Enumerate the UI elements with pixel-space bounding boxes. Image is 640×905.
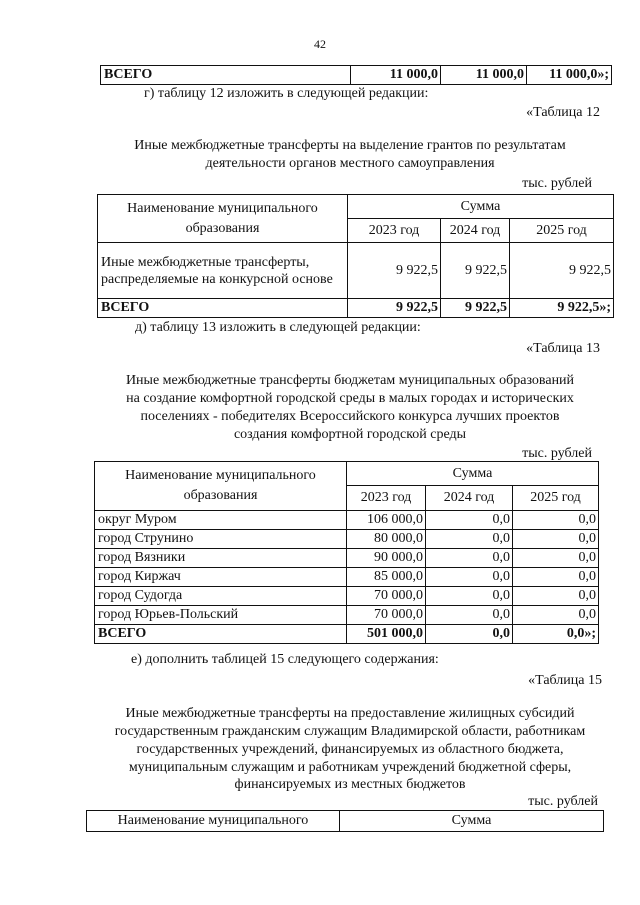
- table-15-units: тыс. рублей: [528, 794, 598, 809]
- table-13-title-1: Иные межбюджетные трансферты бюджетам муниципальных образований: [125, 373, 575, 388]
- row-2025: 9 922,5: [510, 243, 614, 299]
- total-2025: 9 922,5»;: [510, 299, 614, 318]
- row-2024: 0,0: [426, 568, 513, 587]
- header-2023: 2023 год: [348, 219, 441, 243]
- row-2025: 0,0: [513, 587, 599, 606]
- total-name: ВСЕГО: [95, 625, 347, 644]
- total-2023: 9 922,5: [348, 299, 441, 318]
- table-13-title-3: поселениях - победителях Всероссийского конкурса лучших проектов: [140, 409, 560, 424]
- table-row: [95, 530, 599, 549]
- row-name: город Струнино: [95, 530, 347, 549]
- header-name: Наименование муниципального: [87, 811, 340, 832]
- header-sum: Сумма: [347, 462, 599, 486]
- instruction-d: д) таблицу 13 изложить в следующей редакции:: [135, 320, 421, 335]
- row-name: город Юрьев-Польский: [95, 606, 347, 625]
- table-15-title-2: государственным гражданским служащим Владимирской области, работникам: [114, 724, 586, 739]
- table-row: [95, 549, 599, 568]
- table-11-total: [100, 65, 612, 85]
- table-13-title-4: создания комфортной городской среды: [233, 427, 467, 442]
- table-12: [97, 194, 614, 318]
- table-12-units: тыс. рублей: [522, 176, 592, 191]
- row-name: город Судогда: [95, 587, 347, 606]
- row-2024: 0,0: [426, 530, 513, 549]
- table-15-title-3: государственных учреждений, финансируемых из областного бюджета,: [136, 742, 564, 757]
- row-2023: 9 922,5: [348, 243, 441, 299]
- table-13: [94, 461, 599, 644]
- row-2023: 106 000,0: [347, 511, 426, 530]
- total-2025: 0,0»;: [513, 625, 599, 644]
- table-row: [95, 587, 599, 606]
- table-15-title-5: финансируемых из местных бюджетов: [234, 777, 466, 792]
- table-15: [86, 810, 604, 832]
- row-2025: 0,0: [513, 606, 599, 625]
- header-sum: Сумма: [348, 195, 614, 219]
- total-name: ВСЕГО: [98, 299, 348, 318]
- table-15-label: «Таблица 15: [528, 673, 602, 688]
- table-13-units: тыс. рублей: [522, 446, 592, 461]
- header-name: Наименование муниципального образования: [95, 462, 347, 511]
- table-12-title-2: деятельности органов местного самоуправления: [205, 156, 495, 171]
- row-2024: 0,0: [426, 549, 513, 568]
- total-2024: 0,0: [426, 625, 513, 644]
- row-2023: 70 000,0: [347, 606, 426, 625]
- total-label: ВСЕГО: [101, 66, 351, 85]
- total-2023: 501 000,0: [347, 625, 426, 644]
- table-row: [95, 568, 599, 587]
- row-2025: 0,0: [513, 511, 599, 530]
- row-name: округ Муром: [95, 511, 347, 530]
- table-row: [95, 606, 599, 625]
- page-number: 42: [314, 37, 326, 51]
- row-2024: 9 922,5: [441, 243, 510, 299]
- header-2024: 2024 год: [426, 486, 513, 511]
- instruction-g: г) таблицу 12 изложить в следующей редакции:: [144, 86, 429, 101]
- row-name: город Вязники: [95, 549, 347, 568]
- row-2025: 0,0: [513, 549, 599, 568]
- total-2023: 11 000,0: [351, 66, 441, 85]
- table-15-title-1: Иные межбюджетные трансферты на предоставление жилищных субсидий: [125, 706, 575, 721]
- instruction-e: е) дополнить таблицей 15 следующего содержания:: [131, 652, 439, 667]
- table-12-label: «Таблица 12: [526, 105, 600, 120]
- total-2024: 11 000,0: [441, 66, 527, 85]
- header-sum: Сумма: [340, 811, 604, 832]
- total-2025: 11 000,0»;: [527, 66, 612, 85]
- row-name: город Киржач: [95, 568, 347, 587]
- header-2025: 2025 год: [510, 219, 614, 243]
- header-name: Наименование муниципального образования: [98, 195, 348, 243]
- total-2024: 9 922,5: [441, 299, 510, 318]
- row-name: Иные межбюджетные трансферты, распределяемые на конкурсной основе: [98, 243, 348, 299]
- row-2025: 0,0: [513, 530, 599, 549]
- row-2023: 90 000,0: [347, 549, 426, 568]
- header-2025: 2025 год: [513, 486, 599, 511]
- row-2025: 0,0: [513, 568, 599, 587]
- row-2024: 0,0: [426, 587, 513, 606]
- row-2023: 85 000,0: [347, 568, 426, 587]
- row-2024: 0,0: [426, 511, 513, 530]
- row-2023: 80 000,0: [347, 530, 426, 549]
- row-2024: 0,0: [426, 606, 513, 625]
- row-2023: 70 000,0: [347, 587, 426, 606]
- table-15-title-4: муниципальным служащим и работникам учреждений бюджетной сферы,: [128, 760, 572, 775]
- header-2023: 2023 год: [347, 486, 426, 511]
- table-13-label: «Таблица 13: [526, 341, 600, 356]
- header-2024: 2024 год: [441, 219, 510, 243]
- table-13-title-2: на создание комфортной городской среды в малых городах и исторических: [126, 391, 574, 406]
- table-12-title-1: Иные межбюджетные трансферты на выделение грантов по результатам: [134, 138, 566, 153]
- table-row: [95, 511, 599, 530]
